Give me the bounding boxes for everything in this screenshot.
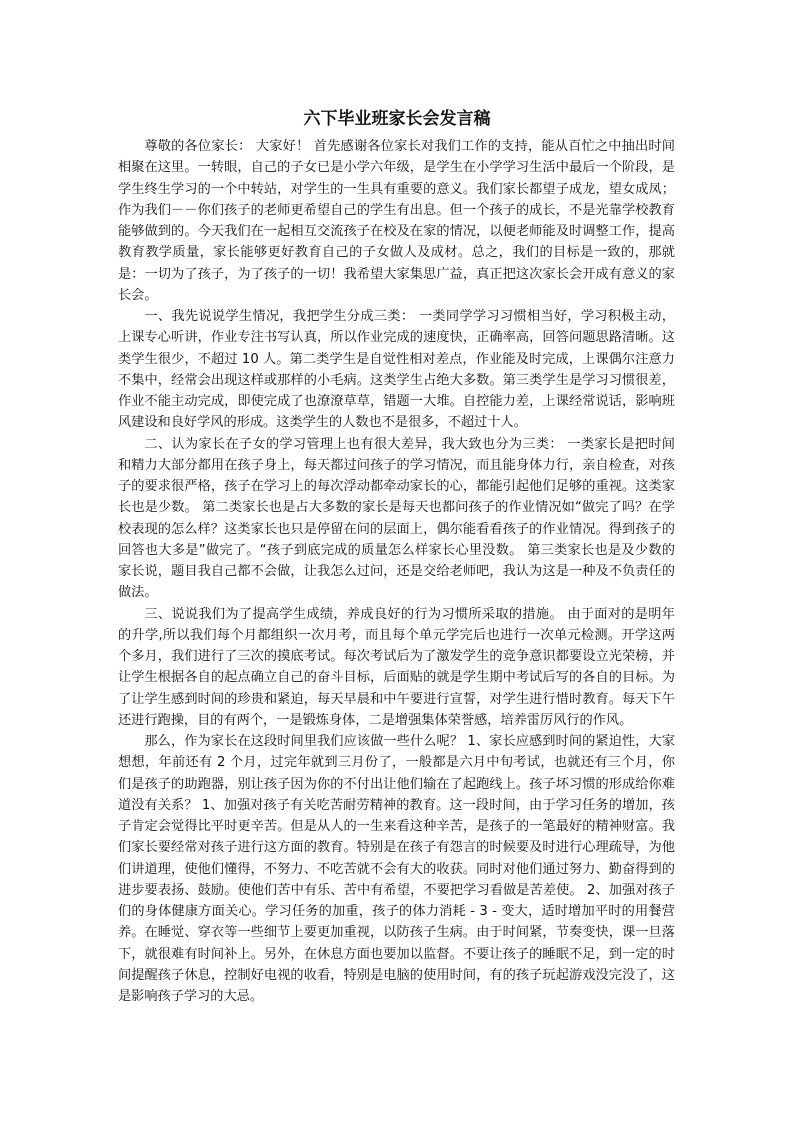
paragraph-parent-advice: 那么，作为家长在这段时间里我们应该做一些什么呢？ 1、家长应感到时间的紧迫性，大家想想，年前还有 2 个月，过完年就到三月份了，一般都是六月中旬考试，也就还有三个月，你们是孩子的助跑器，别让孩子因为你的不付出让他们输在了起跑线上。孩子坏习惯的形成给你难道没有关系？ 1、加强对孩子有关吃苦耐劳精神的教育。这一段时间，由于学习任务的增加，孩子肯定会觉得比平时更辛苦。但是从人的一生来看这种辛苦，是孩子的一笔最好的精神财富。我们家长要经常对孩子进行这方面的教育。特别是在孩子有怨言的时候要及时进行心理疏导，为他们讲道理，使他们懂得，不努力、不吃苦就不会有大的收获。同时对他们通过努力、勤奋得到的进步要表扬、鼓励。使他们苦中有乐、苦中有希望，不要把学习看做是苦差使。 2、加强对孩子们的身体健康方面关心。学习任务的加重，孩子的体力消耗 - 3 - 变大，适时增加平时的用餐营养。在睡觉、穿衣等一些细节上要更加重视，以防孩子生病。由于时间紧，节奏变快，课一旦落下，就很难有时间补上。另外，在休息方面也要加以监督。不要让孩子的睡眠不足，到一定的时间提醒孩子休息，控制好电视的收看，特别是电脑的使用时间，有的孩子玩起游戏没完没了，这是影响孩子学习的大忌。 [118, 734, 675, 1004]
paragraph-student-situation: 一、我先说说学生情况，我把学生分成三类： 一类同学学习习惯相当好，学习积极主动，上课专心听讲，作业专注书写认真，所以作业完成的速度快，正确率高，回答问题思路清晰。这类学生很少，不超过 10 人。第二类学生是自觉性相对差点，作业能及时完成，上课偶尔注意力不集中，经常会出现这样或那样的小毛病。这类学生占绝大多数。第三类学生是学习习惯很差，作业不能主动完成，即使完成了也潦潦草草，错题一大堆。自控能力差，上课经常说话，影响班风建设和良好学风的形成。这类学生的人数也不是很多，不超过十人。 [118, 309, 675, 431]
paragraph-greeting: 尊敬的各位家长： 大家好！ 首先感谢各位家长对我们工作的支持，能从百忙之中抽出时间相聚在这里。一转眼，自己的子女已是小学六年级，是学生在小学学习生活中最后一个阶段，是学生终生学习的一个中转站，对学生的一生具有重要的意义。我们家长都望子成龙，望女成凤；作为我们－－你们孩子的老师更希望自己的学生有出息。但一个孩子的成长，不是光靠学校教育能够做到的。今天我们在一起相互交流孩子在校及在家的情况，以便老师能及时调整工作，提高教育教学质量，家长能够更好教育自己的子女做人及成材。总之，我们的目标是一致的，那就是：一切为了孩子，为了孩子的一切！我希望大家集思广益，真正把这次家长会开成有意义的家长会。 [118, 139, 675, 303]
paragraph-measures: 三、说说我们为了提高学生成绩，养成良好的行为习惯所采取的措施。 由于面对的是明年的升学,所以我们每个月都组织一次月考，而且每个单元学完后也进行一次单元检测。开学这两个多月，我们进行了三次的摸底考试。每次考试后为了激发学生的竞争意识都要设立光荣榜，并让学生根据各自的起点确立自己的奋斗目标，后面贴的就是学生期中考试后写的各自的目标。为了让学生感到时间的珍贵和紧迫，每天早晨和中午要进行宣誓，对学生进行惜时教育。每天下午还进行跑操，目的有两个，一是锻炼身体，二是增强集体荣誉感，培养雷厉风行的作风。 [118, 606, 675, 728]
paragraph-parent-types: 二、认为家长在子女的学习管理上也有很大差异，我大致也分为三类： 一类家长是把时间和精力大部分都用在孩子身上，每天都过问孩子的学习情况，而且能身体力行，亲自检查，对孩子的要求很严格，孩子在学习上的每次浮动都牵动家长的心，都能引起他们足够的重视。这类家长也是少数。 第二类家长也是占大多数的家长是每天也都问孩子的作业情况如“做完了吗？在学校表现的怎么样？这类家长也只是停留在问的层面上，偶尔能看看孩子的作业情况。得到孩子的回答也大多是”做完了。“孩子到底完成的质量怎么样家长心里没数。 第三类家长也是及少数的家长说，题目我自己都不会做，让我怎么过问，还是交给老师吧，我认为这是一种及不负责任的做法。 [118, 436, 675, 601]
document-body [118, 136, 675, 1007]
document-title: 六下毕业班家长会发言稿 [303, 109, 491, 129]
